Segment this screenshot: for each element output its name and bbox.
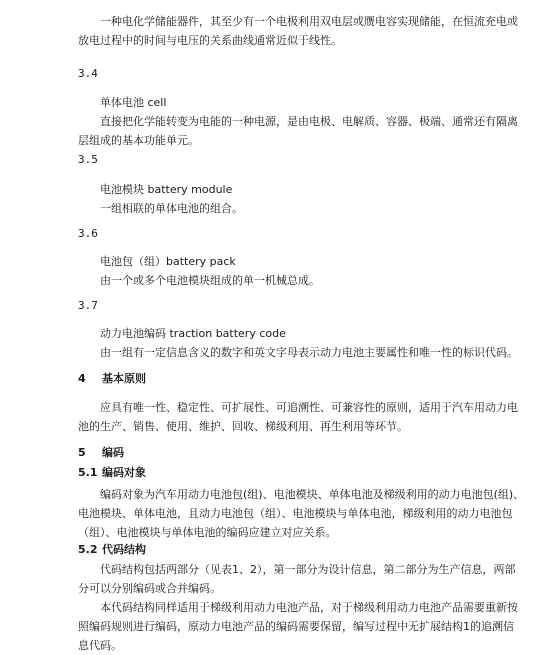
subsection-title: 编码对象 [102,466,146,479]
term-title: 动力电池编码 traction battery code [100,327,286,340]
intro-paragraph [78,12,518,50]
term-3-4 [78,93,518,150]
definition-line: 由一个或多个电池模块组成的单一机械总成。 [100,274,320,287]
section-heading-4 [78,369,146,388]
paragraph-line: 分可以分别编码或合并编码。 [78,582,221,595]
paragraph-line: 电池模块、单体电池，且动力电池包（组）、电池模块与单体电池，梯级利用的动力电池包 [78,507,513,520]
subsection-heading-5-2 [78,540,146,559]
paragraph-line: 照编码规则进行编码，原动力电池产品的编码需要保留，编写过程中无扩展结构1的追溯信 [78,620,514,633]
term-3-7 [100,324,518,362]
intro-line: 一种电化学储能器件，其至少有一个电极利用双电层或赝电容实现储能，在恒流充电或 [100,15,518,28]
subsection-heading-5-1 [78,463,146,482]
paragraph-line: 编码对象为汽车用动力电池包(组)、电池模块、单体电池及梯级利用的动力电池包(组)、 [100,488,525,501]
section-5-2-paragraph [78,560,518,655]
section-5-1-paragraph [78,485,525,542]
definition-line: 层组成的基本功能单元。 [78,134,199,147]
term-3-6 [100,252,492,290]
paragraph-line: 本代码结构同样适用于梯级利用动力电池产品，对于梯级利用动力电池产品需要重新按 [100,601,518,614]
intro-line: 放电过程中的时间与电压的关系曲线通常近似于线性。 [78,34,342,47]
definition-line: 一组相联的单体电池的组合。 [100,202,243,215]
paragraph-line: 代码结构包括两部分（见表1、2），第一部分为设计信息，第二部分为生产信息，两部 [100,563,516,576]
term-3-5 [100,180,492,218]
section-heading-5 [78,443,124,462]
clause-number-3-7: 3.7 [78,299,98,312]
subsection-number: 5.2 [78,543,98,556]
section-title: 编码 [102,446,124,459]
subsection-number: 5.1 [78,466,98,479]
term-title: 单体电池 cell [100,96,167,109]
term-title: 电池模块 battery module [100,183,233,196]
section-number: 4 [78,372,86,385]
section-title: 基本原则 [102,372,146,385]
clause-number-3-4: 3.4 [78,67,98,80]
paragraph-line: 息代码。 [78,639,122,652]
definition-line: 直接把化学能转变为电能的一种电源，是由电极、电解质、容器、极端、通常还有隔离 [100,115,518,128]
subsection-title: 代码结构 [102,543,146,556]
section-4-paragraph [78,398,518,436]
paragraph-line: 应具有唯一性、稳定性、可扩展性、可追溯性、可兼容性的原则，适用于汽车用动力电 [100,401,518,414]
clause-number-3-6: 3.6 [78,227,98,240]
clause-number-3-5: 3.5 [78,153,98,166]
paragraph-line: （组）、电池模块与单体电池的编码应建立对应关系。 [78,526,337,539]
term-title: 电池包（组）battery pack [100,255,236,268]
paragraph-line: 池的生产、销售、使用、维护、回收、梯级利用、再生利用等环节。 [78,420,408,433]
definition-line: 由一组有一定信息含义的数字和英文字母表示动力电池主要属性和唯一性的标识代码。 [100,346,518,359]
section-number: 5 [78,446,86,459]
